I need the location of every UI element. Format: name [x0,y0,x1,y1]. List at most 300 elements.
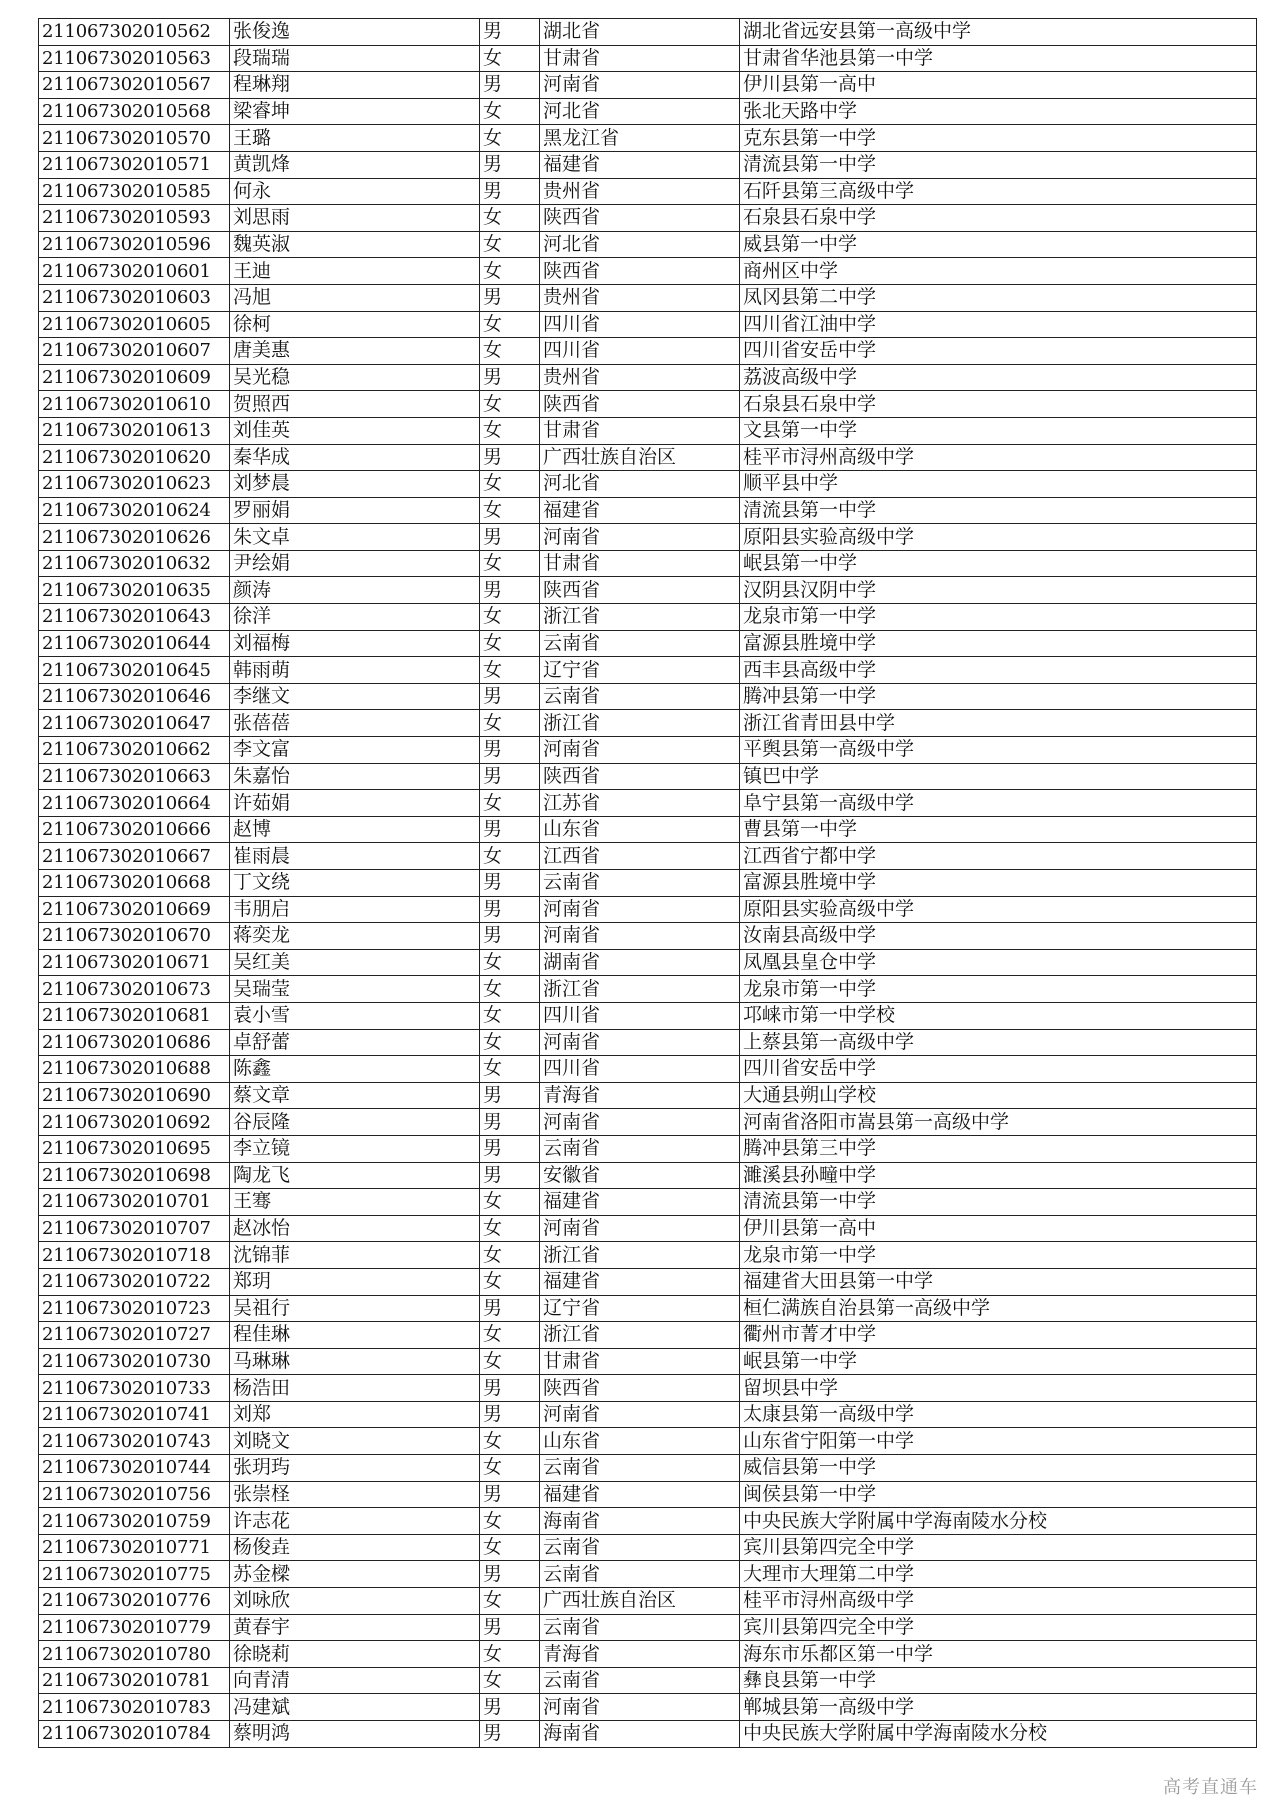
exam-id-cell: 211067302010771 [39,1534,230,1561]
province-cell: 云南省 [540,1561,740,1588]
exam-id-cell: 211067302010733 [39,1375,230,1402]
table-row [39,1056,1257,1083]
name-cell: 蒋奕龙 [230,923,480,950]
name-cell: 吴红美 [230,949,480,976]
school-cell: 凤冈县第二中学 [740,284,1257,311]
table-row [39,417,1257,444]
table-row [39,72,1257,99]
school-cell: 桂平市浔州高级中学 [740,1588,1257,1615]
gender-cell: 女 [480,550,540,577]
exam-id-cell: 211067302010756 [39,1481,230,1508]
exam-id-cell: 211067302010593 [39,205,230,232]
table-row [39,1401,1257,1428]
table-row [39,1215,1257,1242]
exam-id-cell: 211067302010609 [39,364,230,391]
school-cell: 原阳县实验高级中学 [740,524,1257,551]
province-cell: 甘肃省 [540,1348,740,1375]
province-cell: 陕西省 [540,577,740,604]
gender-cell: 女 [480,471,540,498]
exam-id-cell: 211067302010585 [39,178,230,205]
table-row [39,1295,1257,1322]
table-row [39,1455,1257,1482]
exam-id-cell: 211067302010741 [39,1401,230,1428]
name-cell: 崔雨晨 [230,843,480,870]
gender-cell: 女 [480,657,540,684]
name-cell: 杨俊垚 [230,1534,480,1561]
exam-id-cell: 211067302010727 [39,1322,230,1349]
name-cell: 张玥玙 [230,1455,480,1482]
name-cell: 罗丽娟 [230,497,480,524]
name-cell: 郑玥 [230,1268,480,1295]
gender-cell: 女 [480,1002,540,1029]
table-row [39,737,1257,764]
name-cell: 沈锦菲 [230,1242,480,1269]
exam-id-cell: 211067302010570 [39,125,230,152]
province-cell: 福建省 [540,151,740,178]
name-cell: 黄凯烽 [230,151,480,178]
gender-cell: 女 [480,1588,540,1615]
school-cell: 桓仁满族自治县第一高级中学 [740,1295,1257,1322]
name-cell: 刘郑 [230,1401,480,1428]
exam-id-cell: 211067302010632 [39,550,230,577]
gender-cell: 女 [480,1242,540,1269]
table-row [39,896,1257,923]
exam-id-cell: 211067302010601 [39,258,230,285]
table-row [39,444,1257,471]
school-cell: 桂平市浔州高级中学 [740,444,1257,471]
gender-cell: 男 [480,870,540,897]
school-cell: 邛崃市第一中学校 [740,1002,1257,1029]
exam-id-cell: 211067302010776 [39,1588,230,1615]
table-row [39,497,1257,524]
exam-id-cell: 211067302010701 [39,1189,230,1216]
school-cell: 大通县朔山学校 [740,1082,1257,1109]
school-cell: 清流县第一中学 [740,497,1257,524]
province-cell: 湖北省 [540,19,740,46]
gender-cell: 女 [480,231,540,258]
province-cell: 浙江省 [540,710,740,737]
gender-cell: 女 [480,604,540,631]
name-cell: 韩雨萌 [230,657,480,684]
name-cell: 何永 [230,178,480,205]
exam-id-cell: 211067302010667 [39,843,230,870]
table-row [39,1029,1257,1056]
gender-cell: 女 [480,391,540,418]
school-cell: 威信县第一中学 [740,1455,1257,1482]
gender-cell: 男 [480,1135,540,1162]
name-cell: 吴光稳 [230,364,480,391]
table-row [39,1162,1257,1189]
table-row [39,1242,1257,1269]
exam-id-cell: 211067302010610 [39,391,230,418]
exam-id-cell: 211067302010623 [39,471,230,498]
gender-cell: 女 [480,630,540,657]
province-cell: 四川省 [540,1002,740,1029]
table-row [39,1135,1257,1162]
table-row [39,1721,1257,1748]
name-cell: 朱文卓 [230,524,480,551]
school-cell: 原阳县实验高级中学 [740,896,1257,923]
table-row [39,683,1257,710]
exam-id-cell: 211067302010603 [39,284,230,311]
gender-cell: 男 [480,896,540,923]
school-cell: 荔波高级中学 [740,364,1257,391]
gender-cell: 男 [480,1481,540,1508]
school-cell: 清流县第一中学 [740,1189,1257,1216]
school-cell: 富源县胜境中学 [740,870,1257,897]
name-cell: 尹绘娟 [230,550,480,577]
name-cell: 苏金樑 [230,1561,480,1588]
province-cell: 江西省 [540,843,740,870]
exam-id-cell: 211067302010759 [39,1508,230,1535]
school-cell: 四川省江油中学 [740,311,1257,338]
table-row [39,1588,1257,1615]
exam-id-cell: 211067302010681 [39,1002,230,1029]
table-row [39,657,1257,684]
province-cell: 贵州省 [540,178,740,205]
gender-cell: 女 [480,710,540,737]
exam-id-cell: 211067302010671 [39,949,230,976]
gender-cell: 男 [480,923,540,950]
exam-id-cell: 211067302010644 [39,630,230,657]
table-row [39,98,1257,125]
name-cell: 贺照西 [230,391,480,418]
table-row [39,231,1257,258]
student-list-table-container [38,18,1256,1748]
name-cell: 蔡明鸿 [230,1721,480,1748]
gender-cell: 男 [480,178,540,205]
exam-id-cell: 211067302010662 [39,737,230,764]
province-cell: 海南省 [540,1721,740,1748]
exam-id-cell: 211067302010567 [39,72,230,99]
table-row [39,976,1257,1003]
exam-id-cell: 211067302010780 [39,1641,230,1668]
gender-cell: 男 [480,1082,540,1109]
table-row [39,604,1257,631]
table-row [39,763,1257,790]
table-row [39,311,1257,338]
school-cell: 闽侯县第一中学 [740,1481,1257,1508]
exam-id-cell: 211067302010562 [39,19,230,46]
gender-cell: 男 [480,524,540,551]
exam-id-cell: 211067302010663 [39,763,230,790]
gender-cell: 女 [480,1268,540,1295]
school-cell: 富源县胜境中学 [740,630,1257,657]
gender-cell: 男 [480,1109,540,1136]
gender-cell: 女 [480,1428,540,1455]
name-cell: 王骞 [230,1189,480,1216]
name-cell: 徐晓莉 [230,1641,480,1668]
watermark-text: 高考直通车 [1163,1777,1258,1798]
name-cell: 徐洋 [230,604,480,631]
gender-cell: 男 [480,19,540,46]
province-cell: 陕西省 [540,1375,740,1402]
table-row [39,1508,1257,1535]
exam-id-cell: 211067302010568 [39,98,230,125]
name-cell: 谷辰隆 [230,1109,480,1136]
name-cell: 冯建斌 [230,1694,480,1721]
school-cell: 伊川县第一高中 [740,72,1257,99]
exam-id-cell: 211067302010643 [39,604,230,631]
gender-cell: 男 [480,1401,540,1428]
exam-id-cell: 211067302010723 [39,1295,230,1322]
gender-cell: 女 [480,311,540,338]
table-row [39,630,1257,657]
gender-cell: 女 [480,417,540,444]
province-cell: 陕西省 [540,391,740,418]
table-row [39,1614,1257,1641]
name-cell: 陈鑫 [230,1056,480,1083]
table-row [39,1428,1257,1455]
name-cell: 张蓓蓓 [230,710,480,737]
province-cell: 浙江省 [540,1322,740,1349]
school-cell: 龙泉市第一中学 [740,1242,1257,1269]
province-cell: 陕西省 [540,205,740,232]
exam-id-cell: 211067302010722 [39,1268,230,1295]
exam-id-cell: 211067302010688 [39,1056,230,1083]
name-cell: 向青清 [230,1667,480,1694]
gender-cell: 男 [480,1375,540,1402]
school-cell: 曹县第一中学 [740,816,1257,843]
school-cell: 阜宁县第一高级中学 [740,790,1257,817]
province-cell: 甘肃省 [540,417,740,444]
school-cell: 留坝县中学 [740,1375,1257,1402]
table-row [39,524,1257,551]
province-cell: 江苏省 [540,790,740,817]
province-cell: 广西壮族自治区 [540,1588,740,1615]
exam-id-cell: 211067302010669 [39,896,230,923]
province-cell: 云南省 [540,1667,740,1694]
school-cell: 龙泉市第一中学 [740,976,1257,1003]
school-cell: 西丰县高级中学 [740,657,1257,684]
province-cell: 河北省 [540,471,740,498]
school-cell: 镇巴中学 [740,763,1257,790]
school-cell: 中央民族大学附属中学海南陵水分校 [740,1721,1257,1748]
name-cell: 许茹娟 [230,790,480,817]
name-cell: 许志花 [230,1508,480,1535]
table-row [39,151,1257,178]
school-cell: 汝南县高级中学 [740,923,1257,950]
table-row [39,1641,1257,1668]
gender-cell: 女 [480,1455,540,1482]
gender-cell: 男 [480,72,540,99]
school-cell: 河南省洛阳市嵩县第一高级中学 [740,1109,1257,1136]
exam-id-cell: 211067302010743 [39,1428,230,1455]
table-row [39,1002,1257,1029]
school-cell: 石泉县石泉中学 [740,391,1257,418]
province-cell: 云南省 [540,683,740,710]
table-body [39,19,1257,1748]
province-cell: 贵州省 [540,364,740,391]
school-cell: 宾川县第四完全中学 [740,1614,1257,1641]
school-cell: 石泉县石泉中学 [740,205,1257,232]
table-row [39,1561,1257,1588]
province-cell: 河南省 [540,737,740,764]
exam-id-cell: 211067302010744 [39,1455,230,1482]
province-cell: 河南省 [540,1401,740,1428]
gender-cell: 女 [480,1508,540,1535]
school-cell: 腾冲县第一中学 [740,683,1257,710]
table-row [39,1667,1257,1694]
name-cell: 蔡文章 [230,1082,480,1109]
province-cell: 河南省 [540,896,740,923]
school-cell: 甘肃省华池县第一中学 [740,45,1257,72]
school-cell: 上蔡县第一高级中学 [740,1029,1257,1056]
province-cell: 山东省 [540,1428,740,1455]
exam-id-cell: 211067302010783 [39,1694,230,1721]
province-cell: 海南省 [540,1508,740,1535]
school-cell: 岷县第一中学 [740,550,1257,577]
table-row [39,550,1257,577]
table-row [39,710,1257,737]
gender-cell: 女 [480,1534,540,1561]
province-cell: 福建省 [540,1189,740,1216]
province-cell: 河南省 [540,1694,740,1721]
school-cell: 湖北省远安县第一高级中学 [740,19,1257,46]
table-row [39,1189,1257,1216]
name-cell: 梁睿坤 [230,98,480,125]
gender-cell: 男 [480,364,540,391]
name-cell: 朱嘉怡 [230,763,480,790]
table-row [39,125,1257,152]
exam-id-cell: 211067302010666 [39,816,230,843]
exam-id-cell: 211067302010698 [39,1162,230,1189]
table-row [39,949,1257,976]
table-row [39,471,1257,498]
province-cell: 广西壮族自治区 [540,444,740,471]
gender-cell: 男 [480,577,540,604]
gender-cell: 男 [480,816,540,843]
table-row [39,1082,1257,1109]
province-cell: 陕西省 [540,763,740,790]
province-cell: 山东省 [540,816,740,843]
gender-cell: 男 [480,1561,540,1588]
gender-cell: 女 [480,1215,540,1242]
school-cell: 文县第一中学 [740,417,1257,444]
gender-cell: 女 [480,1667,540,1694]
province-cell: 黑龙江省 [540,125,740,152]
exam-id-cell: 211067302010645 [39,657,230,684]
name-cell: 丁文绕 [230,870,480,897]
province-cell: 青海省 [540,1641,740,1668]
province-cell: 云南省 [540,1614,740,1641]
name-cell: 韦朋启 [230,896,480,923]
school-cell: 石阡县第三高级中学 [740,178,1257,205]
school-cell: 平舆县第一高级中学 [740,737,1257,764]
exam-id-cell: 211067302010718 [39,1242,230,1269]
exam-id-cell: 211067302010563 [39,45,230,72]
name-cell: 赵冰怡 [230,1215,480,1242]
school-cell: 岷县第一中学 [740,1348,1257,1375]
name-cell: 冯旭 [230,284,480,311]
exam-id-cell: 211067302010730 [39,1348,230,1375]
school-cell: 四川省安岳中学 [740,1056,1257,1083]
province-cell: 湖南省 [540,949,740,976]
gender-cell: 女 [480,125,540,152]
gender-cell: 女 [480,976,540,1003]
name-cell: 李立镜 [230,1135,480,1162]
student-list-table [38,18,1257,1748]
province-cell: 河南省 [540,1215,740,1242]
gender-cell: 女 [480,205,540,232]
school-cell: 张北天路中学 [740,98,1257,125]
province-cell: 浙江省 [540,604,740,631]
table-row [39,45,1257,72]
name-cell: 刘佳英 [230,417,480,444]
school-cell: 海东市乐都区第一中学 [740,1641,1257,1668]
province-cell: 河南省 [540,923,740,950]
exam-id-cell: 211067302010596 [39,231,230,258]
province-cell: 浙江省 [540,976,740,1003]
table-row [39,1534,1257,1561]
name-cell: 徐柯 [230,311,480,338]
exam-id-cell: 211067302010690 [39,1082,230,1109]
table-row [39,258,1257,285]
school-cell: 汉阴县汉阴中学 [740,577,1257,604]
gender-cell: 女 [480,1189,540,1216]
school-cell: 衢州市菁才中学 [740,1322,1257,1349]
exam-id-cell: 211067302010775 [39,1561,230,1588]
province-cell: 云南省 [540,630,740,657]
province-cell: 安徽省 [540,1162,740,1189]
table-row [39,870,1257,897]
table-row [39,816,1257,843]
exam-id-cell: 211067302010647 [39,710,230,737]
exam-id-cell: 211067302010605 [39,311,230,338]
province-cell: 福建省 [540,1481,740,1508]
exam-id-cell: 211067302010707 [39,1215,230,1242]
exam-id-cell: 211067302010673 [39,976,230,1003]
table-row [39,843,1257,870]
table-row [39,391,1257,418]
province-cell: 贵州省 [540,284,740,311]
name-cell: 黄春宇 [230,1614,480,1641]
name-cell: 李继文 [230,683,480,710]
gender-cell: 女 [480,949,540,976]
gender-cell: 女 [480,1641,540,1668]
province-cell: 浙江省 [540,1242,740,1269]
gender-cell: 男 [480,763,540,790]
gender-cell: 女 [480,1322,540,1349]
province-cell: 河北省 [540,98,740,125]
name-cell: 卓舒蕾 [230,1029,480,1056]
table-row [39,19,1257,46]
table-row [39,364,1257,391]
table-row [39,205,1257,232]
table-row [39,338,1257,365]
name-cell: 秦华成 [230,444,480,471]
exam-id-cell: 211067302010620 [39,444,230,471]
name-cell: 王迪 [230,258,480,285]
table-row [39,577,1257,604]
name-cell: 刘福梅 [230,630,480,657]
province-cell: 青海省 [540,1082,740,1109]
gender-cell: 男 [480,1295,540,1322]
name-cell: 程琳翔 [230,72,480,99]
name-cell: 张崇柽 [230,1481,480,1508]
school-cell: 江西省宁都中学 [740,843,1257,870]
gender-cell: 男 [480,1694,540,1721]
exam-id-cell: 211067302010779 [39,1614,230,1641]
gender-cell: 男 [480,737,540,764]
gender-cell: 男 [480,151,540,178]
school-cell: 清流县第一中学 [740,151,1257,178]
name-cell: 程佳琳 [230,1322,480,1349]
province-cell: 陕西省 [540,258,740,285]
province-cell: 云南省 [540,1455,740,1482]
exam-id-cell: 211067302010626 [39,524,230,551]
exam-id-cell: 211067302010613 [39,417,230,444]
